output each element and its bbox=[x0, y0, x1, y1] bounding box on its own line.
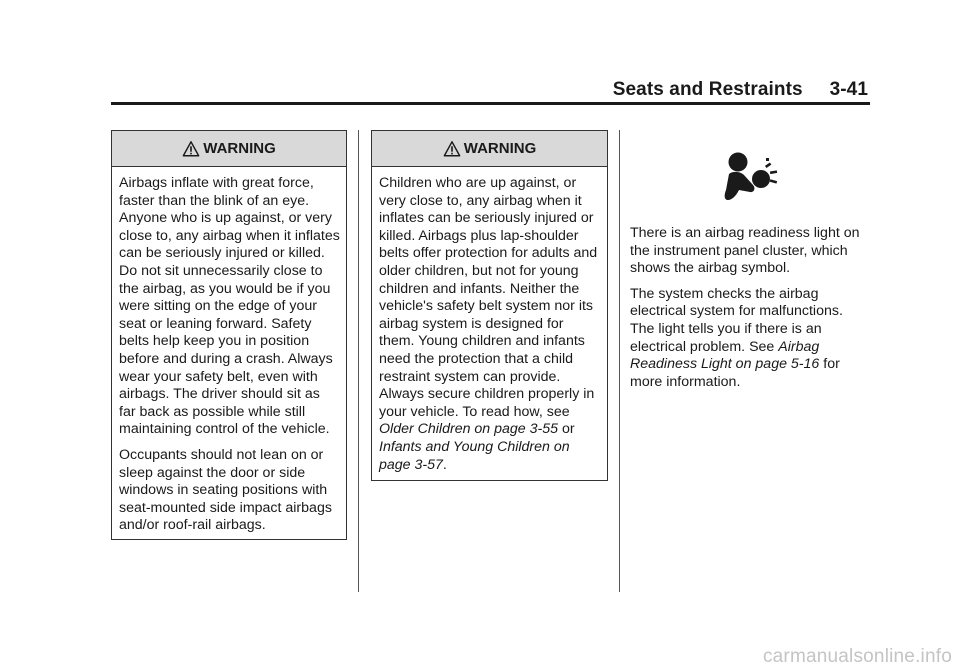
warning-box-airbag-force bbox=[111, 130, 347, 540]
watermark: carmanualsonline.info bbox=[762, 646, 952, 667]
warning-header bbox=[372, 131, 607, 167]
header-rule bbox=[111, 102, 870, 105]
body-text: for more information. bbox=[630, 356, 840, 390]
airbag-readiness-text bbox=[630, 225, 870, 399]
warning-text: . bbox=[442, 456, 447, 473]
cross-reference-link[interactable]: Infants and Young Children on page 3-57 bbox=[379, 438, 570, 473]
page-header-title: Seats and Restraints 3-41 bbox=[612, 79, 868, 100]
body-text: The system checks the airbag electrical system for malfunctions. The light tells you if there is an electrical problem. See bbox=[630, 285, 843, 355]
cross-reference-link[interactable]: Airbag Readiness Light on page 5-16 bbox=[630, 338, 820, 373]
warning-heading: WARNING bbox=[203, 140, 276, 157]
warning-paragraph: Occupants should not lean on or sleep against the door or side windows in seating positions with seat-mounted side impact airbags and/or roof-rail airbags. bbox=[119, 446, 332, 534]
column-divider-left bbox=[358, 130, 359, 592]
warning-paragraph: Airbags inflate with great force, faster than the blink of an eye. Anyone who is up against, or very close to, any airbag when it inflates can be seriously injured or killed. Do not sit unnecessarily close to the airbag, as you would be if you were sitting on the edge of your seat or leaning forward. Safety belts help keep you in position before and during a crash. Always wear your safety belt, even with airbags. The driver should sit as far back as possible while still maintaining control of the vehicle. bbox=[119, 175, 340, 438]
body-paragraph bbox=[630, 286, 870, 392]
cross-reference-link[interactable]: Older Children on page 3-55 bbox=[379, 421, 559, 438]
warning-text: or bbox=[558, 421, 575, 438]
warning-body bbox=[372, 167, 607, 474]
warning-text: Children who are up against, or very close to, any airbag when it inflates can be seriously injured or killed. Airbags plus lap-shoulder belts offer protection for adults and older children, but not for young children and infants. Neither the vehicle's safety belt system nor its airbag system is designed for them. Young children and infants need the protection that a child restraint system can provide. Always secure children properly in your vehicle. To read how, see bbox=[379, 175, 598, 420]
warning-icon bbox=[182, 140, 200, 158]
airbag-readiness-icon bbox=[723, 149, 781, 203]
warning-box-children bbox=[371, 130, 608, 481]
warning-icon bbox=[443, 140, 461, 158]
body-paragraph: There is an airbag readiness light on the instrument panel cluster, which shows the airbag symbol. bbox=[630, 225, 860, 277]
column-divider-right bbox=[619, 130, 620, 592]
warning-paragraph bbox=[379, 175, 601, 474]
warning-header bbox=[112, 131, 346, 167]
warning-body bbox=[112, 167, 346, 535]
warning-heading: WARNING bbox=[463, 140, 537, 157]
